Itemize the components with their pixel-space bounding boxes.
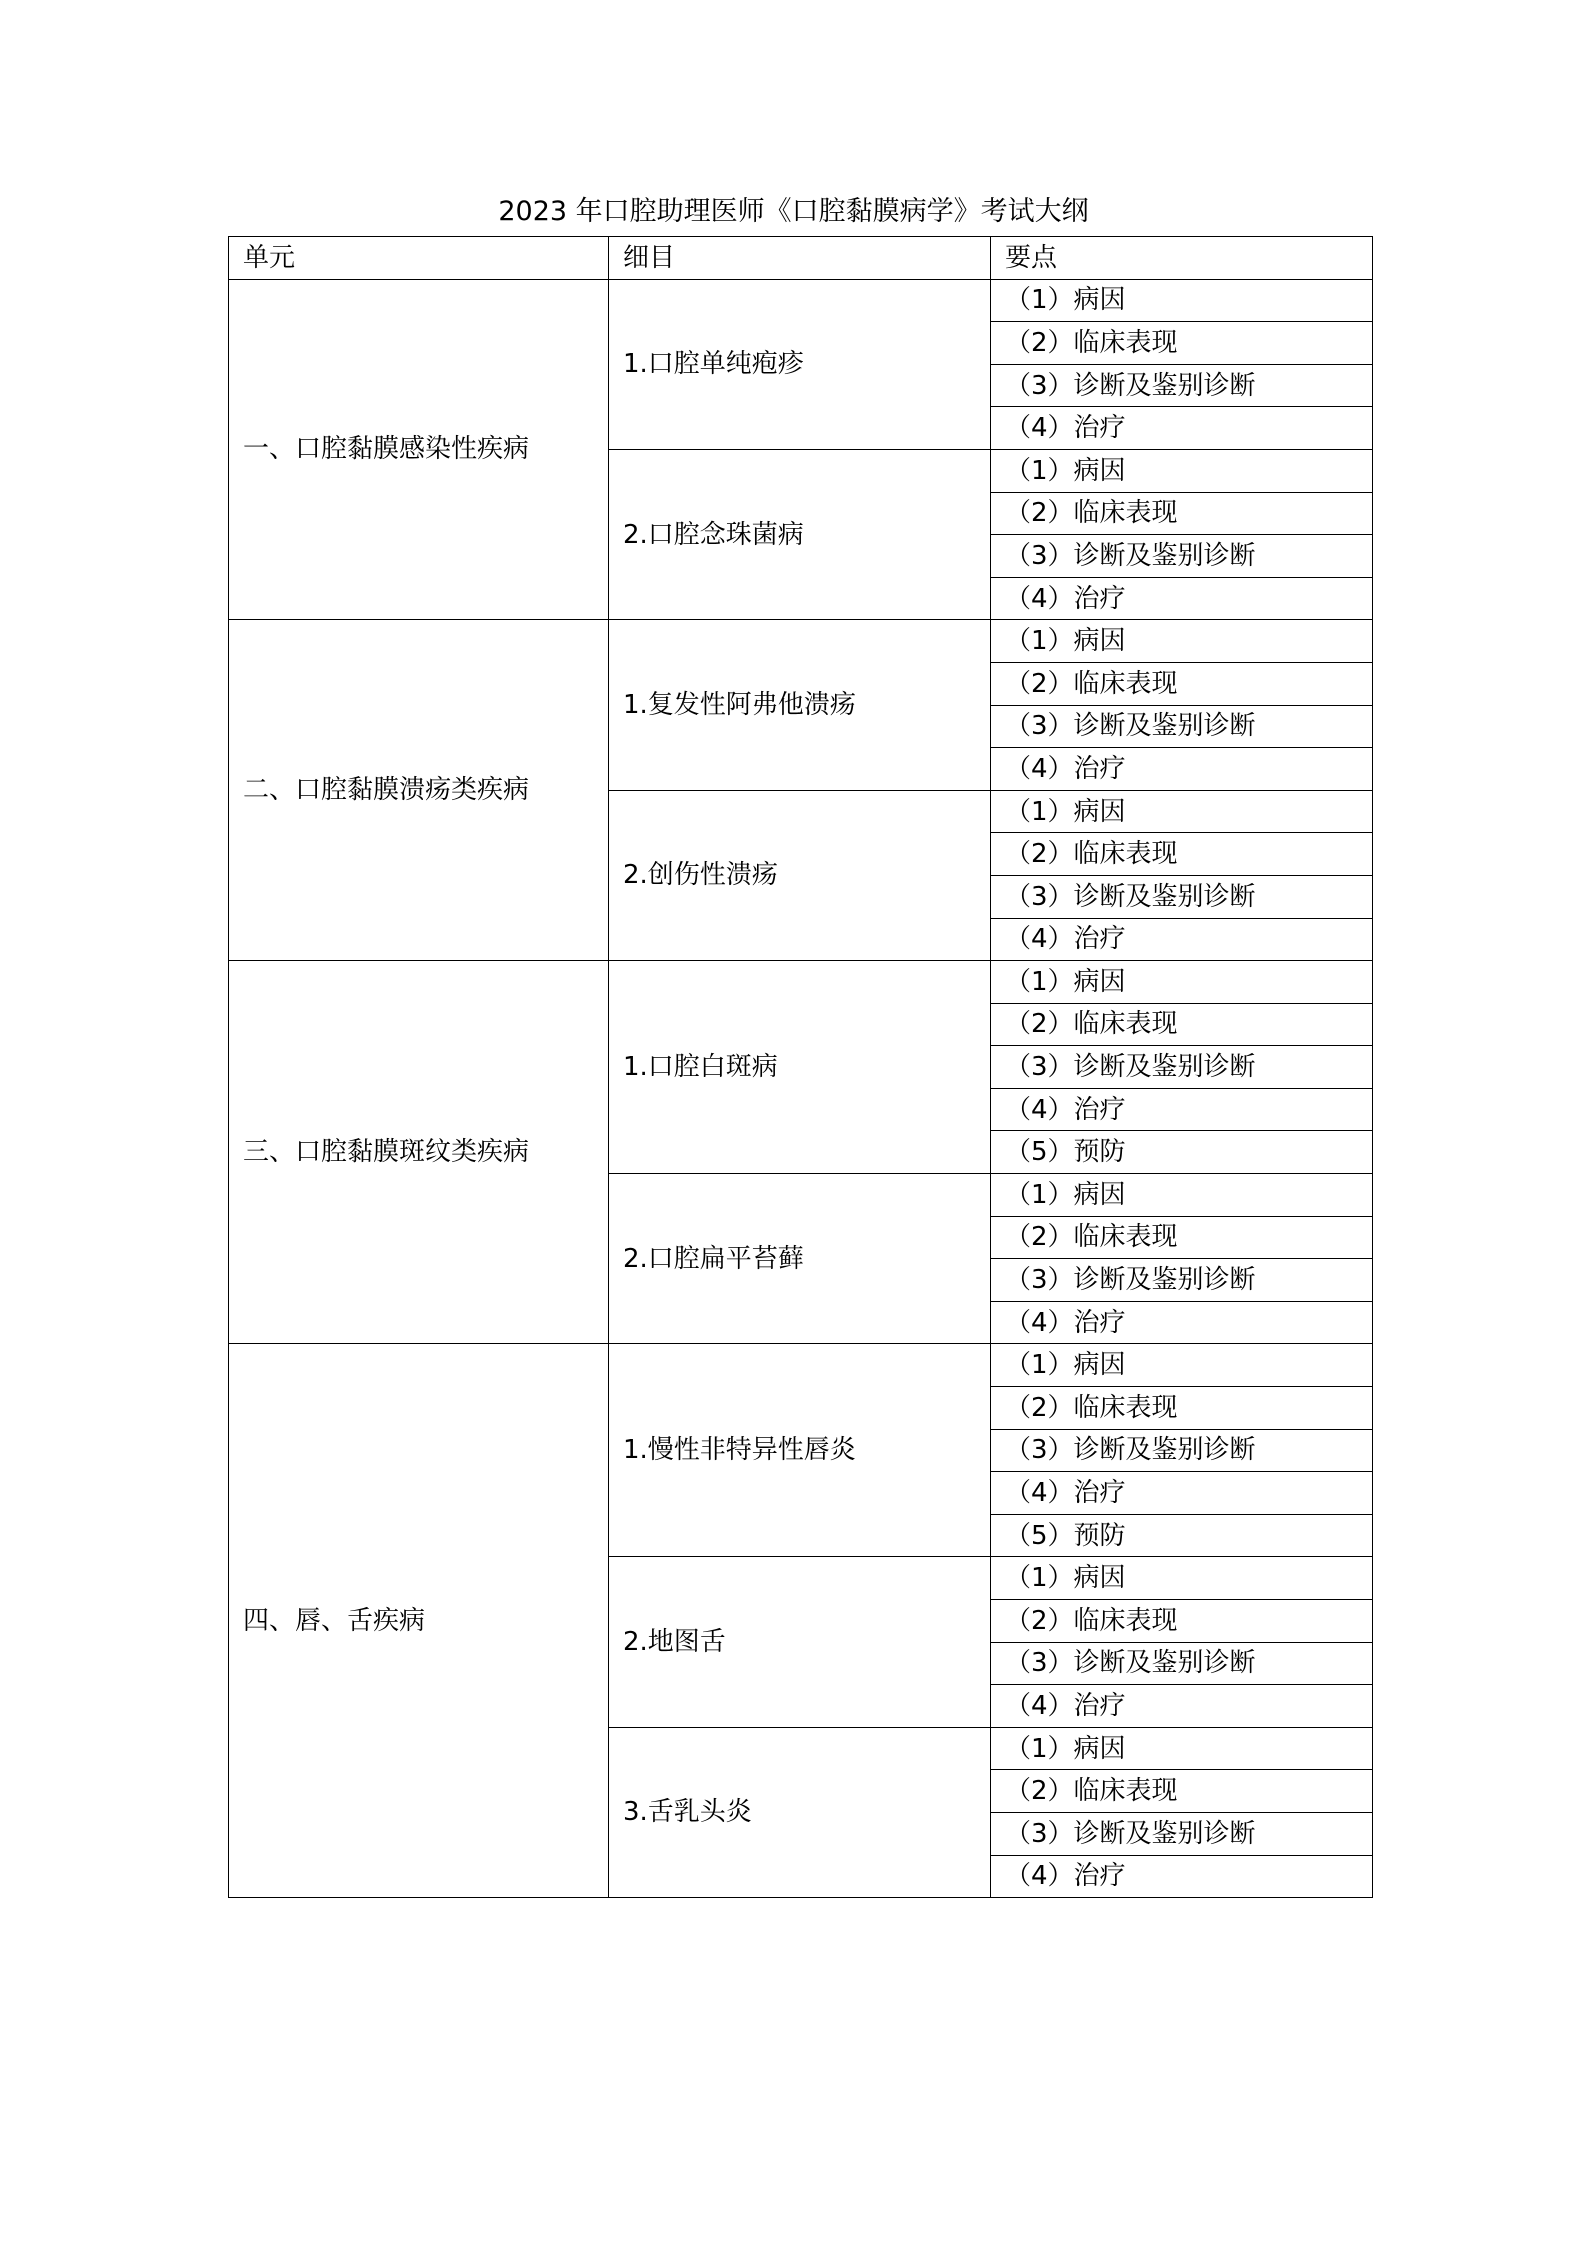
point-cell: （1）病因 bbox=[991, 620, 1373, 663]
point-cell: （1）病因 bbox=[991, 449, 1373, 492]
item-cell: 1.复发性阿弗他溃疡 bbox=[609, 620, 991, 790]
item-cell: 1.口腔单纯疱疹 bbox=[609, 279, 991, 449]
item-cell: 2.口腔念珠菌病 bbox=[609, 449, 991, 619]
item-cell: 2.口腔扁平苔藓 bbox=[609, 1174, 991, 1344]
unit-cell: 四、唇、舌疾病 bbox=[229, 1344, 609, 1898]
table-header-row bbox=[229, 237, 1373, 280]
point-cell: （2）临床表现 bbox=[991, 1770, 1373, 1813]
point-cell: （4）治疗 bbox=[991, 1088, 1373, 1131]
point-cell: （2）临床表现 bbox=[991, 1216, 1373, 1259]
header-unit: 单元 bbox=[229, 237, 609, 280]
point-cell: （4）治疗 bbox=[991, 577, 1373, 620]
point-cell: （2）临床表现 bbox=[991, 492, 1373, 535]
point-cell: （2）临床表现 bbox=[991, 833, 1373, 876]
point-cell: （2）临床表现 bbox=[991, 322, 1373, 365]
header-item: 细目 bbox=[609, 237, 991, 280]
item-cell: 3.舌乳头炎 bbox=[609, 1727, 991, 1897]
point-cell: （4）治疗 bbox=[991, 1855, 1373, 1898]
point-cell: （3）诊断及鉴别诊断 bbox=[991, 1046, 1373, 1089]
point-cell: （2）临床表现 bbox=[991, 1387, 1373, 1430]
point-cell: （2）临床表现 bbox=[991, 1600, 1373, 1643]
point-cell: （4）治疗 bbox=[991, 1685, 1373, 1728]
syllabus-table bbox=[228, 236, 1373, 1898]
point-cell: （4）治疗 bbox=[991, 1301, 1373, 1344]
point-cell: （3）诊断及鉴别诊断 bbox=[991, 1429, 1373, 1472]
point-cell: （3）诊断及鉴别诊断 bbox=[991, 1642, 1373, 1685]
point-cell: （4）治疗 bbox=[991, 918, 1373, 961]
point-cell: （4）治疗 bbox=[991, 407, 1373, 450]
point-cell: （3）诊断及鉴别诊断 bbox=[991, 1812, 1373, 1855]
page-title: 2023 年口腔助理医师《口腔黏膜病学》考试大纲 bbox=[498, 196, 1089, 227]
unit-cell: 二、口腔黏膜溃疡类疾病 bbox=[229, 620, 609, 961]
item-cell: 2.创伤性溃疡 bbox=[609, 790, 991, 960]
point-cell: （5）预防 bbox=[991, 1514, 1373, 1557]
point-cell: （3）诊断及鉴别诊断 bbox=[991, 535, 1373, 578]
header-point: 要点 bbox=[991, 237, 1373, 280]
point-cell: （1）病因 bbox=[991, 279, 1373, 322]
item-cell: 1.口腔白斑病 bbox=[609, 961, 991, 1174]
point-cell: （5）预防 bbox=[991, 1131, 1373, 1174]
point-cell: （4）治疗 bbox=[991, 1472, 1373, 1515]
item-cell: 1.慢性非特异性唇炎 bbox=[609, 1344, 991, 1557]
point-cell: （2）临床表现 bbox=[991, 662, 1373, 705]
point-cell: （1）病因 bbox=[991, 1557, 1373, 1600]
point-cell: （1）病因 bbox=[991, 1727, 1373, 1770]
point-cell: （3）诊断及鉴别诊断 bbox=[991, 705, 1373, 748]
point-cell: （1）病因 bbox=[991, 1344, 1373, 1387]
table-row bbox=[229, 961, 1373, 1004]
table-row bbox=[229, 620, 1373, 663]
point-cell: （3）诊断及鉴别诊断 bbox=[991, 875, 1373, 918]
point-cell: （3）诊断及鉴别诊断 bbox=[991, 364, 1373, 407]
unit-cell: 一、口腔黏膜感染性疾病 bbox=[229, 279, 609, 620]
table-body bbox=[229, 279, 1373, 1898]
unit-cell: 三、口腔黏膜斑纹类疾病 bbox=[229, 961, 609, 1344]
point-cell: （1）病因 bbox=[991, 1174, 1373, 1217]
table-row bbox=[229, 1344, 1373, 1387]
point-cell: （1）病因 bbox=[991, 790, 1373, 833]
point-cell: （3）诊断及鉴别诊断 bbox=[991, 1259, 1373, 1302]
point-cell: （4）治疗 bbox=[991, 748, 1373, 791]
table-row bbox=[229, 279, 1373, 322]
point-cell: （2）临床表现 bbox=[991, 1003, 1373, 1046]
item-cell: 2.地图舌 bbox=[609, 1557, 991, 1727]
point-cell: （1）病因 bbox=[991, 961, 1373, 1004]
